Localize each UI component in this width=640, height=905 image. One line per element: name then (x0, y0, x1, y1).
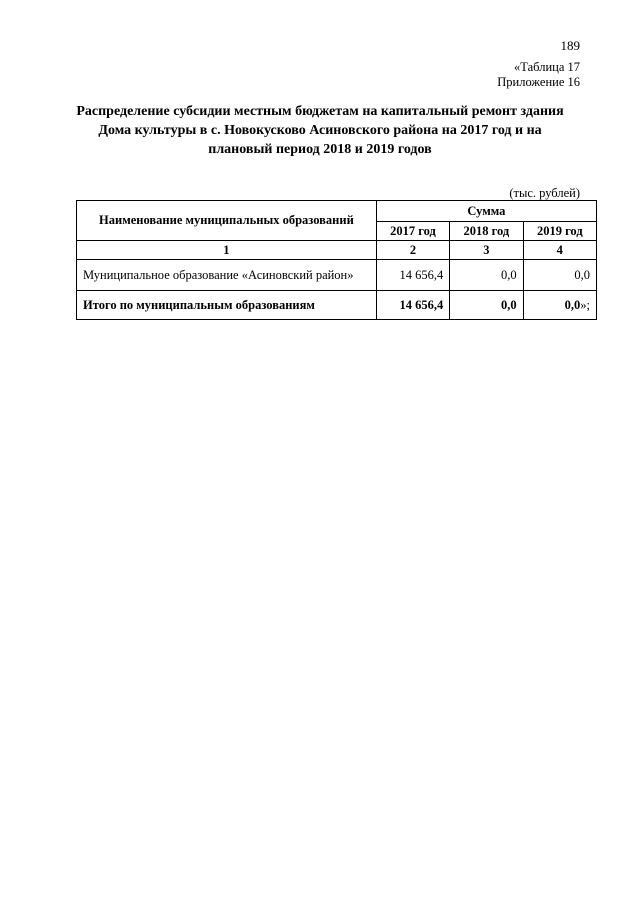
total-label: Итого по муниципальным образованиям (77, 291, 377, 320)
total-row (77, 291, 597, 320)
title-line-2: Дома культуры в с. Новокусково Асиновского района на 2017 год и на (98, 123, 542, 138)
header-name-column: Наименование муниципальных образований (77, 201, 377, 241)
municipality-name: Муниципальное образование «Асиновский район» (77, 260, 377, 291)
total-2017: 14 656,4 (376, 291, 449, 320)
column-numbers-row (77, 241, 597, 260)
title-line-3: плановый период 2018 и 2019 годов (208, 142, 432, 157)
column-number: 1 (77, 241, 377, 260)
total-2019: 0,0 (564, 297, 581, 312)
value-2017: 14 656,4 (376, 260, 449, 291)
column-number: 2 (376, 241, 449, 260)
value-2019: 0,0 (523, 260, 596, 291)
total-2018: 0,0 (450, 291, 523, 320)
table-header-row (77, 201, 597, 222)
value-2018: 0,0 (450, 260, 523, 291)
document-title (70, 102, 570, 159)
budget-table (76, 200, 597, 320)
table-ref-line-1: «Таблица 17 (514, 60, 580, 74)
column-number: 3 (450, 241, 523, 260)
column-number: 4 (523, 241, 596, 260)
header-year-2018: 2018 год (450, 222, 523, 241)
closing-quote: »; (580, 297, 590, 312)
page-number: 189 (560, 38, 580, 53)
title-line-1: Распределение субсидии местным бюджетам на капитальный ремонт здания (76, 104, 564, 119)
header-sum-group: Сумма (376, 201, 596, 222)
header-year-2017: 2017 год (376, 222, 449, 241)
table-row (77, 260, 597, 291)
table-reference (497, 60, 580, 90)
units-note: (тыс. рублей) (509, 186, 580, 200)
header-year-2019: 2019 год (523, 222, 596, 241)
table-ref-line-2: Приложение 16 (497, 75, 580, 89)
total-2019-cell (523, 291, 596, 320)
